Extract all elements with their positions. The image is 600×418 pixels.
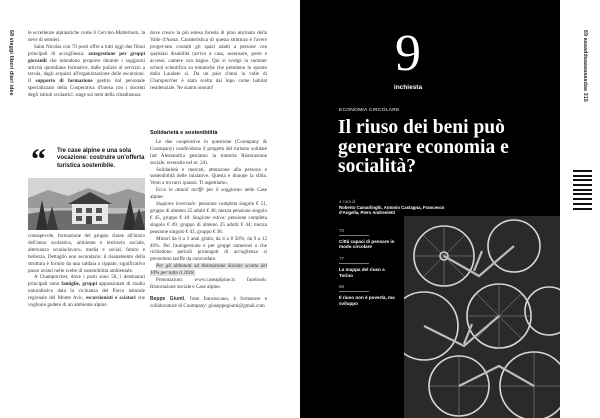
paragraph: le eccellenze alpinistiche come il Cervino-Matterhorn, la neve di sentieri. — [28, 30, 145, 43]
toc-item[interactable]: 70 Città capaci di pensare in modo circolare — [339, 228, 395, 250]
photo-alpine-house — [28, 178, 145, 230]
kicker: ECONOMIA CIRCOLARE — [339, 108, 400, 113]
section-subheading: Solidarietà e sostenibilità — [150, 130, 218, 136]
paragraph: Per gli abbonati ad Animazione Sociale sconto del 10% per tutto il 2018. — [150, 263, 267, 277]
section-label: inchiesta — [393, 84, 423, 91]
issue-number: 9 — [395, 25, 421, 82]
paragraph: Stagione invernale: pensione completa singolo € 51, gruppo di almeno 25 adulti € 46; mezza pensione singolo € 45, gruppo € 40. Stagione estiva: pensione completa singolo € 49, gruppo di almeno 25 adulti € 44; mezza pensione singolo € 43, gruppo € 38. — [150, 201, 267, 235]
paragraph: Solidarietà e mercati, attenzione alla persona e sostenibilità delle iniziative. Questa è dunque la sfida. Venti a trovarci quassù. Ti aspettiamo. — [150, 166, 267, 187]
running-head-left: 68 viaggi liberi diari idee — [8, 30, 14, 96]
headline: Il riuso dei beni può generare economia e socialità? — [338, 117, 509, 177]
table-of-contents — [339, 228, 399, 313]
paragraph: consapevole, formazione del gruppo classe all'inizio dell'anno scolastico, ambiente e territorio sociale, alternanza scuola/lavoro, media e social, futuro e bellezza. Dettaglio non secondario: il risanamento della struttura è fornito da una caldaia a cippato, significativo passo avanti nelle scelte di sostenibilità ambientale. — [28, 233, 145, 274]
toc-item[interactable]: 86 Il riuso non è povertà, ma sviluppo — [339, 284, 395, 306]
body-column-2-top — [150, 30, 267, 92]
author-bio: Beppe Giunti, frate francescano, è formatore e collaboratore di Coompany: giuseppegiunti@gmail.com — [150, 295, 267, 309]
paragraph: dove cresce la più estesa foresta di pino uncinato della Valle d'Aosta. Caratteristica di questa struttura è l'avere proget-tato contatti gli spazi adatti a persone con qualsiasi disabilità (arrivo a casa, ascensore, porte e accessi, camere con bagno. Qui si svolge la summer school scientifica su tematiche che prendono lo spunto dalla Laudato si. Da un paio d'anni la valle di Champorcher è stata scelta dal lupo come habitat residenziale. Ne siamo onorati! — [150, 30, 267, 92]
divider — [339, 263, 369, 264]
credits: a cura di Roberto Camarlinghi, Antonio Castagna, Francesco d'Angella, Piero Andreoletti — [339, 199, 445, 216]
paragraph: Minori da 0 a 3 anni gratis; da 4 a 8 50%; da 9 a 12 40%. Per l'autogestione e per gruppi numerosi o che richiedono periodi prolungati di accoglienza si prevedono tariffe da concordare. — [150, 235, 267, 263]
quote-mark-icon: “ — [31, 143, 46, 176]
paragraph: A Champorcher, dove i posti sono 50, i destinatari principali sono famiglie, gruppi appassionati di studio naturalistico data la vicinanza del Parco naturale regionale del Monte Avic, escursionisti e sciatori che vogliono godere di un ambiente alpino — [28, 274, 145, 309]
paragraph: Prenotazioni: www.caseaplpine.it; facebook: Ristorazione sociale e Case alpine. — [150, 277, 267, 290]
paragraph: Le due cooperative in questione (Coompany & Coompany) condividono il progetto del turismo solidale (ad Alessandria gestiamo la trattoria Ristorazione sociale, recensita nel nr. 24). — [150, 138, 267, 166]
decorative-stripes — [573, 170, 592, 215]
body-column-2-bottom — [150, 130, 267, 310]
paragraph: Ecco le attuali tariffe per il soggiorno nelle Case alpine: — [150, 187, 268, 201]
photo-bicycles — [404, 216, 560, 418]
paragraph: Saint Nicolas con 70 posti offre a tutti oggi due filoni principali di accoglienza: autogestione per gruppi giovanili che intendono proporre durante i soggiorni attività quotidiane formative, dalle pulizie al servizio a tavola, dagli acquisti all'organizzazione delle escursioni. Il supporto di formazione gestito dal personale specializzato della Cooperativa d'intesa con i docenti degli istituti scolastici: stage sui temi della cittadinanza — [28, 43, 145, 99]
divider — [339, 235, 369, 236]
pull-quote: Tre case alpine e una sola vocazione: costruire un'offerta turistica sostenibile. — [57, 148, 145, 169]
divider — [339, 291, 369, 292]
body-column-1-bottom — [28, 233, 145, 309]
running-head-right: 69 aaaaddaaaaaaaadaa 315 — [582, 30, 588, 103]
toc-item[interactable]: 77 La mappa del riuso a Torino — [339, 256, 385, 278]
body-column-1-top — [28, 30, 145, 99]
